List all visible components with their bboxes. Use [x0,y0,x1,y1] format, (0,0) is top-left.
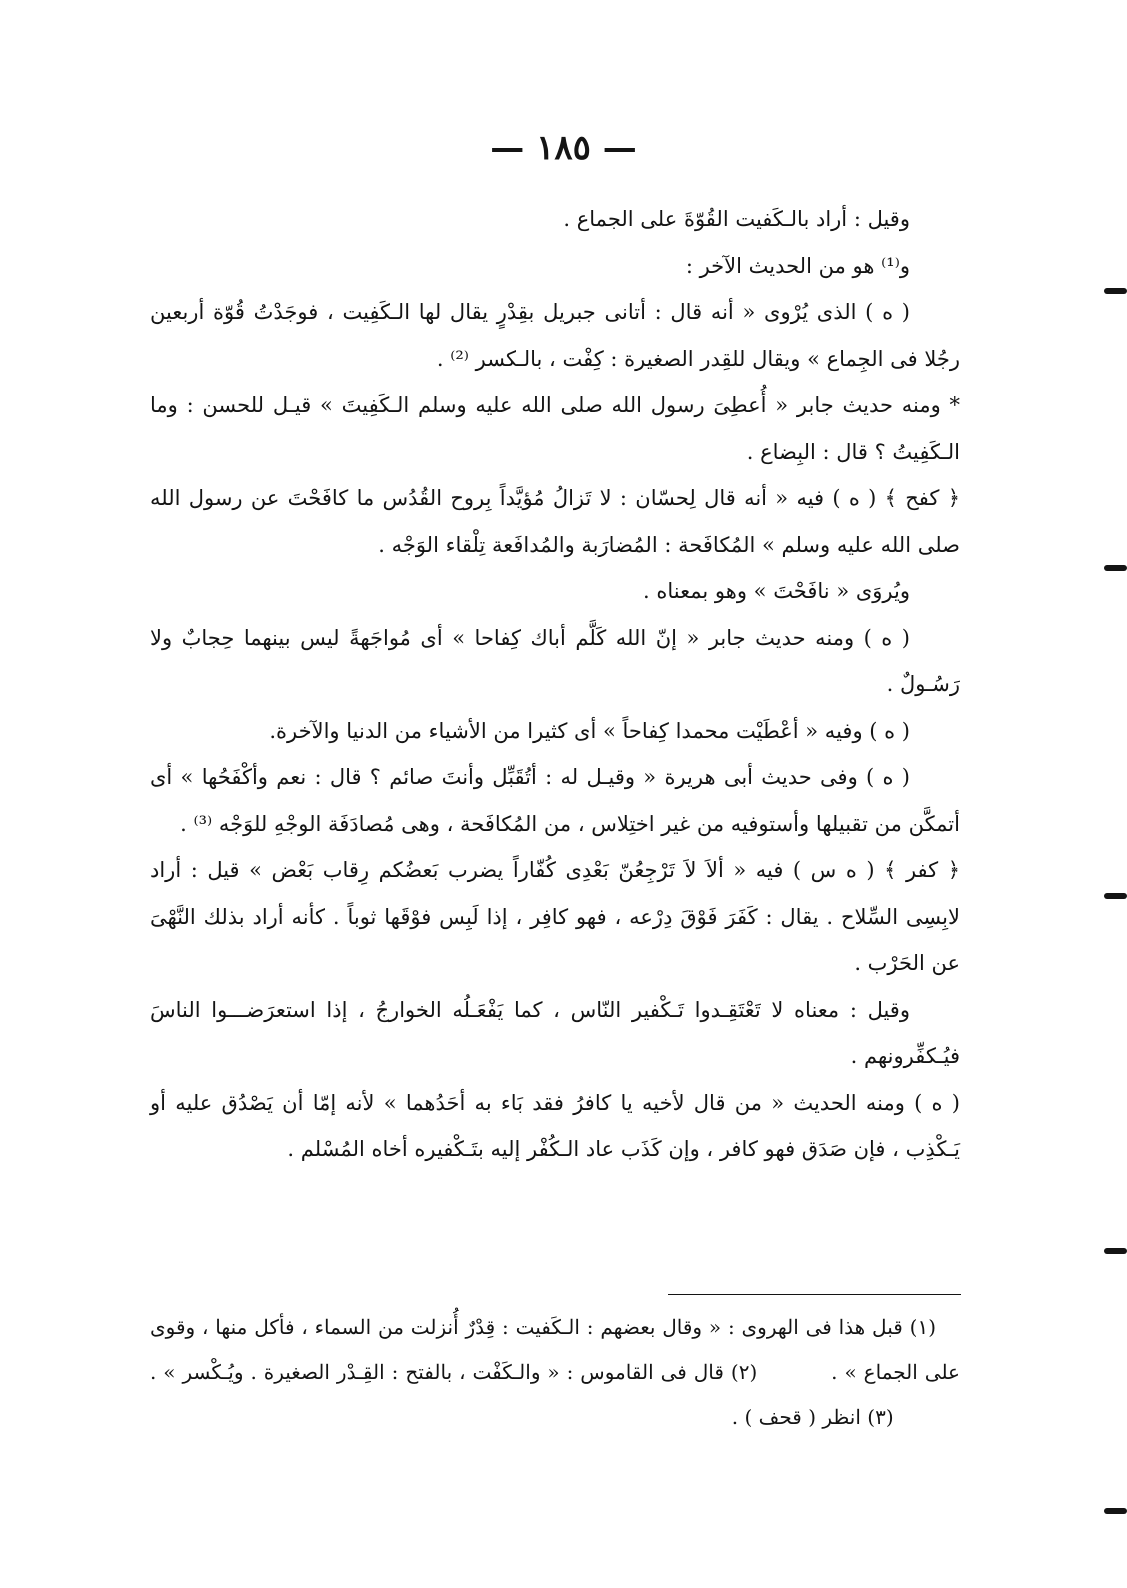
main-text [150,196,960,1173]
entry-kafah: ﴿ كفح ﴾ ( ه ) فيه « أنه قال لِحسّان : لا تَزالُ مُؤيَّداً بِروح القُدُس ما كافَحْتَ عن رسول الله صلى الله عليه وسلم » المُكافَحة : المُضارَبة والمُدافَعة تِلْقاء الوَجْه . [150,486,960,557]
scan-edge-mark [1104,288,1127,294]
paragraph: و⁽¹⁾ هو من الحديث الآخر : [685,253,910,278]
paragraph: ( ه ) وفيه « أعْطَيْت محمدا كِفاحاً » أى كثيرا من الأشياء من الدنيا والآخرة. [269,718,910,743]
scan-edge-mark [1104,1508,1127,1514]
paragraph: ( ه ) وفى حديث أبى هريرة « وقيـل له : أتُقَبِّل وأنتَ صائم ؟ قال : نعم وأكْفَحُها » أى أتمكَّن من تقبيلها وأستوفيه من غير اختِلاس ، من المُكافَحة ، وهى مُصادَفَة الوجْهِ للوَجْه ⁽³⁾ . [150,765,960,836]
footnote-3-text: (٣) انظر ( قحف ) . [731,1405,894,1429]
footnote-2-text: (٢) قال فى القاموس : « والـكَفْت ، بالفتح : القِـدْر الصغيرة . ويُـكْسر » . [150,1360,758,1384]
footnotes [150,1305,960,1440]
page-number: — ١٨٥ — [490,128,637,168]
paragraph: ( ه ) ومنه الحديث « من قال لأخيه يا كافرُ فقد بَاء به أحَدُهما » لأنه إمّا أن يَصْدُق عليه أو يَـكْذِب ، فإن صَدَق فهو كافر ، وإن كَذَب عاد الـكُفْر إليه بتَـكْفيره أخاه المُسْلم . [150,1090,960,1161]
entry-kafar: ﴿ كفر ﴾ ( ه س ) فيه « ألاَ لاَ تَرْجِعُنّ بَعْدِى كُفّاراً يضرب بَعضُكم رِقاب بَعْض » قيل : أراد لابِسِى السِّلاح . يقال : كَفَرَ فَوْقَ دِرْعه ، فهو كافِر ، إذا لَبِس فوْقَها ثوباً . كأنه أراد بذلك النَّهْىَ عن الحَرْب . [150,858,960,975]
scan-edge-mark [1104,893,1127,899]
paragraph: وقيل : معناه لا تَعْتَقِـدوا تَـكْفير النّاس ، كما يَفْعَـلُه الخوارجُ ، إذا استعرَضـــوا الناسَ فيُـكفِّرونهم . [150,997,960,1068]
footnote-1-text: (١) قبل هذا فى الهروى : « وقال بعضهم : الـكَفيت : قِدْرٌ أُنزلت من السماء ، فأكل منها ، وقوى على الجماع » . [150,1315,960,1384]
paragraph: * ومنه حديث جابر « أُعطِىَ رسول الله صلى الله عليه وسلم الـكَفِيتَ » قيـل للحسن : وما الـكَفِيتُ ؟ قال : البِضاع . [150,393,960,464]
footnote-1 [150,1305,960,1440]
paragraph: ( ه ) الذى يُرْوى « أنه قال : أتانى جبريل بقِدْرٍ يقال لها الـكَفِيت ، فوجَدْتُ قُوّة أربعين رجُلا فى الجِماع » ويقال للقِدر الصغيرة : كِفْت ، بالـكسر ⁽²⁾ . [150,300,960,371]
footnote-divider [668,1294,961,1295]
paragraph: ( ه ) ومنه حديث جابر « إنّ الله كَلَّم أباك كِفاحا » أى مُواجَهةً ليس بينهما حِجابٌ ولا رَسُـولٌ . [150,625,960,696]
scan-edge-mark [1104,565,1127,571]
scan-edge-mark [1104,1248,1127,1254]
paragraph: ويُروَى « نافَحْتَ » وهو بمعناه . [643,579,910,603]
paragraph: وقيل : أراد بالـكَفيت القُوّةَ على الجماع . [563,207,910,231]
